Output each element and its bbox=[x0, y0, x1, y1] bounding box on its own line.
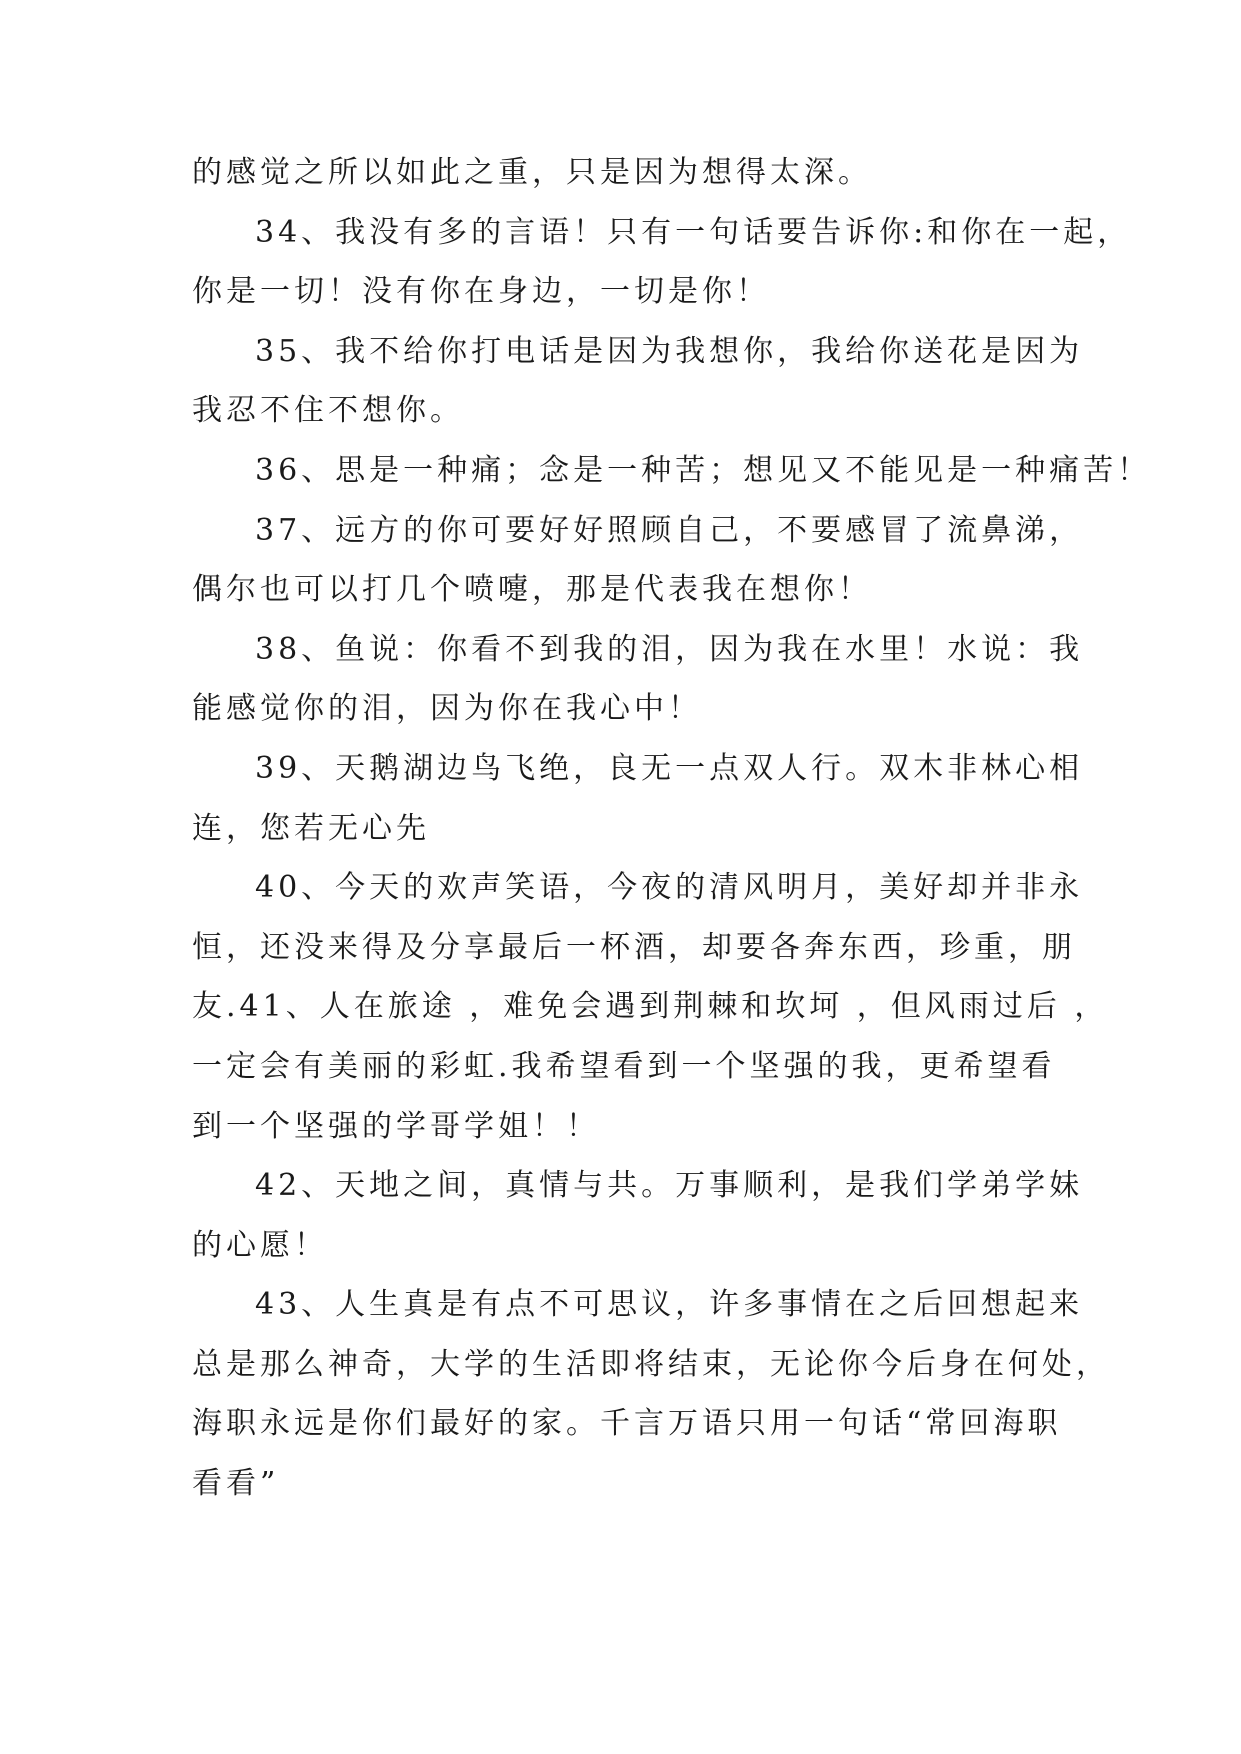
text-line: 38、鱼说：你看不到我的泪，因为我在水里！水说：我 bbox=[255, 631, 1084, 667]
text-line: 海职永远是你们最好的家。千言万语只用一句话“常回海职 bbox=[192, 1406, 1062, 1442]
text-line: 友.41、人在旅途 ，难免会遇到荆棘和坎坷 ，但风雨过后 ， bbox=[192, 989, 1109, 1025]
text-line: 的心愿！ bbox=[192, 1227, 328, 1263]
text-line: 一定会有美丽的彩虹.我希望看到一个坚强的我，更希望看 bbox=[192, 1048, 1056, 1084]
text-line: 40、今天的欢声笑语，今夜的清风明月，美好却并非永 bbox=[255, 870, 1084, 906]
text-line: 恒，还没来得及分享最后一杯酒，却要各奔东西，珍重，朋 bbox=[192, 929, 1076, 965]
text-line: 到一个坚强的学哥学姐！！ bbox=[192, 1108, 600, 1144]
text-line: 43、人生真是有点不可思议，许多事情在之后回想起来 bbox=[255, 1287, 1084, 1323]
text-line: 42、天地之间，真情与共。万事顺利，是我们学弟学妹 bbox=[255, 1168, 1084, 1204]
text-line: 连，您若无心先 bbox=[192, 810, 430, 846]
text-line: 能感觉你的泪，因为你在我心中！ bbox=[192, 691, 702, 727]
text-line: 看看” bbox=[192, 1466, 280, 1502]
text-line: 总是那么神奇，大学的生活即将结束，无论你今后身在何处， bbox=[192, 1346, 1110, 1382]
text-line: 39、天鹅湖边鸟飞绝，良无一点双人行。双木非林心相 bbox=[255, 750, 1084, 786]
text-line: 37、远方的你可要好好照顾自己，不要感冒了流鼻涕， bbox=[255, 512, 1084, 548]
text-line: 我忍不住不想你。 bbox=[192, 393, 464, 429]
text-line: 35、我不给你打电话是因为我想你，我给你送花是因为 bbox=[255, 333, 1084, 369]
document-body bbox=[192, 155, 1152, 1529]
text-line: 偶尔也可以打几个喷嚏，那是代表我在想你！ bbox=[192, 572, 872, 608]
text-line: 34、我没有多的言语！只有一句话要告诉你:和你在一起， bbox=[255, 214, 1132, 250]
text-line: 的感觉之所以如此之重，只是因为想得太深。 bbox=[192, 155, 872, 190]
text-line: 36、思是一种痛；念是一种苦；想见又不能见是一种痛苦！ bbox=[255, 452, 1152, 488]
text-line: 你是一切！没有你在身边，一切是你！ bbox=[192, 274, 770, 310]
